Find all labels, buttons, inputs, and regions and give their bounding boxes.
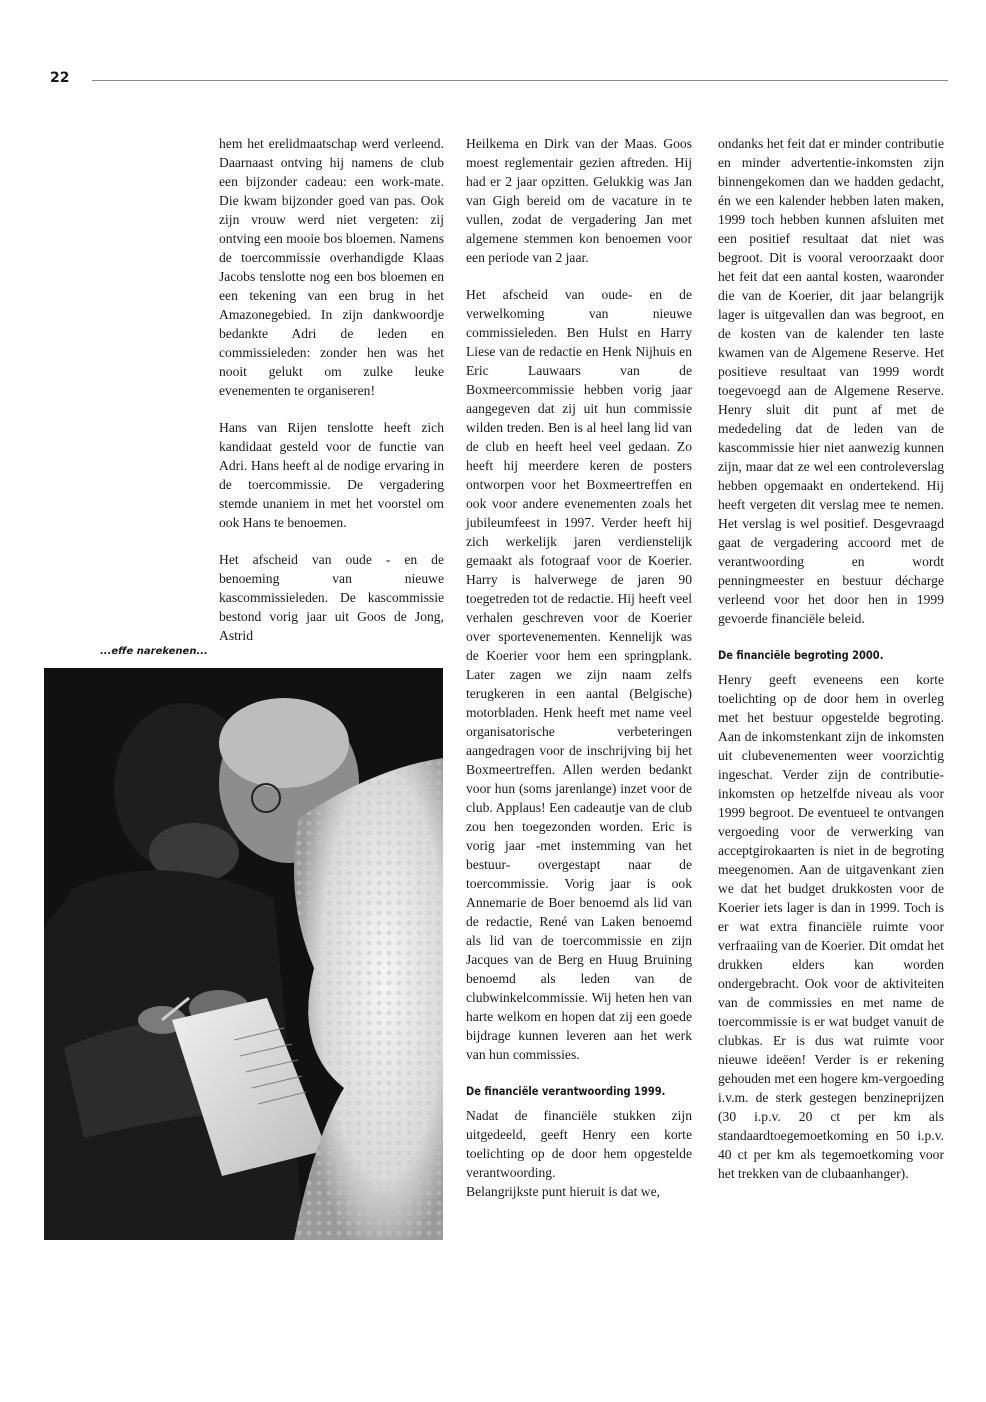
paragraph-hans-van-rijen: Hans van Rijen tenslotte heeft zich kandidaat gesteld voor de functie van Adri. Hans heeft al de nodige ervaring in de toercommissie. De vergadering stemde unaniem in met het voorstel om ook Hans te benoemen.	[219, 420, 444, 530]
paragraph-commissieleden: Het afscheid van oude- en de verwelkoming van nieuwe commissieleden. Ben Hulst en Harry Liese van de redactie en Henk Nijhuis en Eric Lauwaars van de Boxmeercommissie hebben vorig jaar aangegeven dat zij uit hun commissie wilden treden. Ben is al heel lang lid van de club en heeft heel veel gedaan. Zo heeft hij meerdere keren de posters ontworpen voor het Boxmeertreffen en ook voor andere evenementen zoals het jubileumfeest in 1997. Verder heeft hij zich werkelijk jaren verdienstelijk gemaakt als fotograaf voor de Koerier. Harry is halverwege de jaren 90 toegetreden tot de redactie. Hij heeft veel verhalen geschreven voor de Koerier over sportevenementen. Kennelijk was de Koerier voor hem een springplank. Later zagen we zijn naam zelfs terugkeren in een aantal (Belgische) motorbladen. Henk heeft met name veel organisatorische verbeteringen aangedragen voor de inschrijving bij het Boxmeertreffen. Allen werden bedankt voor hun (soms jarenlange) inzet voor de club. Applaus! Een cadeautje van de club zou hen toegezonden worden. Eric is vorig jaar -met instemming van het bestuur- overgestapt naar de toercommissie. Vorig jaar is ook Annemarie de Boer benoemd als lid van de redactie, René van Laken benoemd als lid van de toercommissie en zijn Jacques van de Berg en Huug Bruining benoemd als leden van de clubwinkelcommissie. Wij heten hen van harte welkom en hopen dat zij een goede bijdrage kunnen leveren aan het werk van hun commissies.	[466, 287, 692, 1062]
paragraph-belangrijkste-punt: Belangrijkste punt hieruit is dat we,	[466, 1184, 661, 1199]
header-rule	[92, 80, 948, 81]
paragraph-heilkema: Heilkema en Dirk van der Maas. Goos moest reglementair gezien aftreden. Hij had er 2 jaar opzitten. Gelukkig was Jan van Gigh bereid om de vacature in te vullen, zodat de vergadering Jan met algemene stemmen kon benoemen voor een periode van 2 jaar.	[466, 136, 692, 265]
heading-financiele-verantwoording: De financiële verantwoording 1999.	[466, 1084, 666, 1098]
paragraph-resultaat-1999: ondanks het feit dat er minder contributie en minder advertentie-inkomsten zijn binnengekomen dan we hadden gedacht, én we een kalender hebben laten maken, 1999 toch hebben kunnen afsluiten met een positief resultaat dat niet was begroot. Dit is vooral veroorzaakt door het feit dat een aantal kosten, waaronder die van de Koerier, dit jaar belangrijk lager is uitgevallen dan was begroot, en de kosten van de kalender ten laste kwamen van de Algemene Reserve. Het positieve resultaat van 1999 wordt toegevoegd aan de Algemene Reserve. Henry sluit dit punt af met de mededeling dat de leden van de kascommissie hier niet aanwezig kunnen zijn, maar dat ze wel een controleverslag hebben opgemaakt en ondertekend. Hij heeft vergeten dit verslag mee te nemen. Het verslag is wel positief. Desgevraagd gaat de vergadering accoord met de verantwoording en wordt penningmeester en bestuur décharge verleend voor het door hen in 1999 gevoerde financiële beleid.	[718, 136, 944, 626]
column-2	[466, 134, 692, 1201]
column-3	[718, 134, 944, 1183]
paragraph-begroting-2000: Henry geeft eveneens een korte toelichting op de door hem in overleg met het bestuur opgestelde begroting. Aan de inkomstenkant zijn de inkomsten uit clubevenementen weer voorzichtig ingeschat. Verder zijn de contributie-inkomsten op hetzelfde niveau als voor 1999 begroot. De eventueel te ontvangen vergoeding voor de verwerking van acceptgirokaarten is niet in de begroting meegenomen. Aan de uitgavenkant zien we dat het budget drukkosten voor de Koerier iets lager is dan in 1999. Toch is er wat extra financiële ruimte voor verfraaiing van de Koerier. Dit omdat het drukken elders kan worden ondergebracht. Ook voor de aktiviteiten van de commissies en met name de toercommissie is er wat budget vanuit de clubkas. Er is dus wat ruimte voor nieuwe ideëen! Verder is er rekening gehouden met een hogere km-vergoeding i.v.m. de sterk gestegen benzineprijzen (30 i.p.v. 20 ct per km als standaardtoegemoetkoming en 50 i.p.v. 40 ct per km als tegemoetkoming voor het trekken van de clubaanhanger).	[718, 672, 944, 1181]
column-1	[219, 134, 444, 645]
paragraph-kascommissie: Het afscheid van oude - en de benoeming van nieuwe kascommissieleden. De kascommissie bestond vorig jaar uit Goos de Jong, Astrid	[219, 552, 444, 643]
photo-illustration	[44, 668, 443, 1240]
photo-caption: ...effe narekenen...	[100, 646, 208, 657]
photo	[44, 668, 443, 1240]
paragraph-financiele-stukken: Nadat de financiële stukken zijn uitgedeeld, geeft Henry een korte toelichting op de door hem opgestelde verantwoording.	[466, 1108, 692, 1180]
heading-financiele-begroting: De financiële begroting 2000.	[718, 648, 884, 662]
page-number: 22	[50, 70, 70, 86]
paragraph-erelidmaatschap: hem het erelidmaatschap werd verleend. Daarnaast ontving hij namens de club een bijzonder cadeau: een work-mate. Die kwam bijzonder goed van pas. Ook zijn vrouw werd niet vergeten: zij ontving een mooie bos bloemen. Namens de toercommissie overhandigde Klaas Jacobs tenslotte nog een bos bloemen en een tekening van een brug in het Amazonegebied. In zijn dankwoordje bedankte Adri de leden en commissieleden: zonder hen was het nooit gelukt om zulke leuke evenementen te organiseren!	[219, 136, 445, 398]
